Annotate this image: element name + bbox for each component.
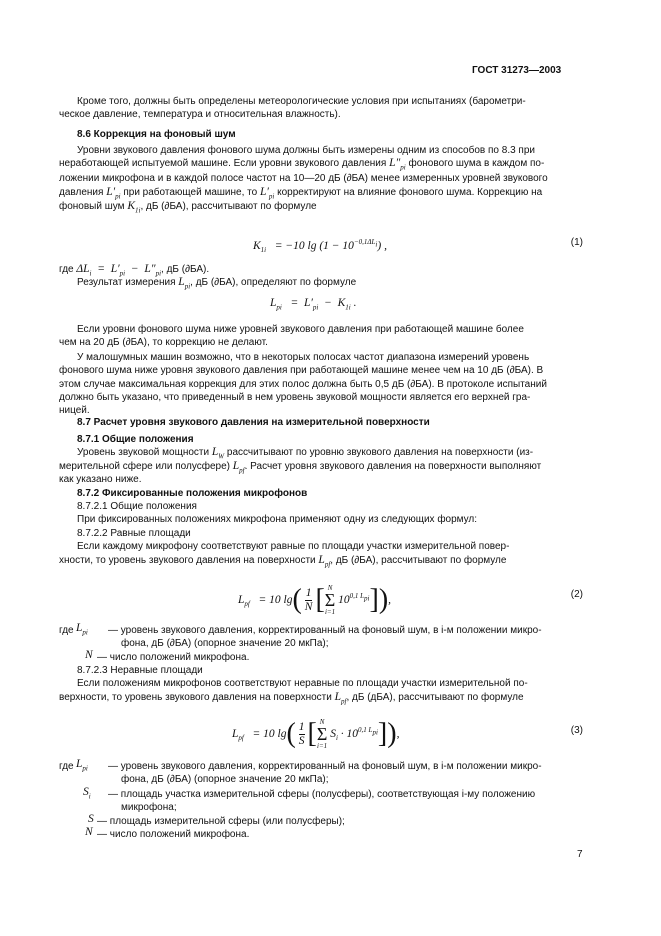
paragraph-line: фоновый шум $K_{1i}$, дБ (∂БА), рассчитывают по формуле xyxy=(59,200,317,215)
section-heading-8-6: 8.6 Коррекция на фоновый шум xyxy=(77,129,236,140)
symbol: $L_{pi}$ xyxy=(76,622,88,637)
equation-lpi: $L_{pi} = L'_{pi} - K_{1i}$ . xyxy=(270,297,357,312)
paragraph-line: как указано ниже. xyxy=(59,474,142,485)
paragraph-line: При фиксированных положениях микрофона применяют одну из следующих формул: xyxy=(77,514,478,525)
paragraph-line: неработающей испытуемой машине. Если уровни звукового давления $L''_{pi}$ фонового шума в каждом по- xyxy=(59,157,545,172)
equation-number: (2) xyxy=(570,589,583,600)
definition-line: — площадь участка измерительной сферы (полусферы), соответствующая i-му положению xyxy=(108,789,536,800)
symbol: N xyxy=(85,826,93,838)
paragraph-line: ческое давление, температура и относительная влажность). xyxy=(59,109,341,120)
symbol: $S_i$ xyxy=(83,786,91,801)
equation-number: (3) xyxy=(570,725,583,736)
paragraph-line: Кроме того, должны быть определены метеорологические условия при испытаниях (барометри- xyxy=(77,96,526,107)
paragraph-line: верхности, то уровень звукового давления на поверхности $L_{pf}$, дБ (дБА), рассчитывают по формуле xyxy=(59,691,524,706)
paragraph-line: должно быть указано, что приведенный в нем уровень звуковой мощности является его верхней гра- xyxy=(59,392,531,403)
equation-3: $L_{pf} = 10$ lg( $\frac{1}{S}$ [ N Σ i=1 $S_i \cdot 10^{0,1 L_{pi}}$]), xyxy=(232,718,400,751)
paragraph-line: Уровни звукового давления фонового шума должны быть измерены одним из способов по 8.3 при xyxy=(77,145,535,156)
document-id: ГОСТ 31273—2003 xyxy=(472,65,562,76)
section-heading-8-7: 8.7 Расчет уровня звукового давления на измерительной поверхности xyxy=(77,417,430,428)
paragraph-line: мерительной сфере или полусфере) $L_{pf}$. Расчет уровня звукового давления на поверхности выполняют xyxy=(59,460,542,475)
where-label: где xyxy=(59,761,74,772)
symbol: N xyxy=(85,649,93,661)
definition-line: — уровень звукового давления, корректированный на фоновый шум, в i-м положении микро- xyxy=(108,761,542,772)
subsection-heading: 8.7.2.2 Равные площади xyxy=(77,528,191,539)
paragraph-line: Если каждому микрофону соответствуют равные по площади участки измерительной повер- xyxy=(77,541,510,552)
subsection-heading: 8.7.2 Фиксированные положения микрофонов xyxy=(77,488,308,499)
subsection-heading: 8.7.2.3 Неравные площади xyxy=(77,665,203,676)
paragraph-line: этом случае максимальная коррекция для этих полос должна быть 0,5 дБ (∂БА). В протоколе испытаний xyxy=(59,379,547,390)
definition-line: — площадь измерительной сферы (или полусферы); xyxy=(97,816,345,827)
paragraph-line: Если уровни фонового шума ниже уровней звукового давления при работающей машине более xyxy=(77,324,524,335)
paragraph-line: Если положениям микрофонов соответствуют неравные по площади участки измерительной по- xyxy=(77,678,528,689)
subsection-heading: 8.7.2.1 Общие положения xyxy=(77,501,197,512)
definition-line: — уровень звукового давления, корректированный на фоновый шум, в i-м положении микро- xyxy=(108,625,542,636)
paragraph-line: фонового шума ниже уровня звукового давления при работающей машине менее чем на 10 дБ (∂БА). В xyxy=(59,365,544,376)
paragraph-line: давления $L'_{pi}$ при работающей машине, то $L'_{pi}$ корректируют на влияние фонового шума. Коррекцию на xyxy=(59,186,543,201)
definition-line: — число положений микрофона. xyxy=(97,652,250,663)
paragraph-line: Результат измерения $L_{pi}$, дБ (∂БА), определяют по формуле xyxy=(77,276,357,291)
definition-line: микрофона; xyxy=(121,802,177,813)
page-number: 7 xyxy=(577,849,583,860)
definition-line: фона, дБ (∂БА) (опорное значение 20 мкПа); xyxy=(121,774,329,785)
equation-1: $K_{1i} = -10$ $\lg (1 - 10^{-0,1\Delta L_i})$ , xyxy=(253,238,387,255)
where-clause: где $\Delta L_i = L'_{pi} - L''_{pi}$, дБ (∂БА). xyxy=(59,263,210,278)
equation-2: $L_{pf} = 10$ lg( $\frac{1}{N}$ [ N Σ i=1 $10^{0,1 L_{pi}}$]), xyxy=(238,584,392,617)
symbol: S xyxy=(88,813,94,825)
paragraph-line: У малошумных машин возможно, что в некоторых полосах частот диапазона измерений уровень xyxy=(77,352,530,363)
symbol: $L_{pi}$ xyxy=(76,758,88,773)
paragraph-line: ницей. xyxy=(59,405,90,416)
definition-line: фона, дБ (∂БА) (опорное значение 20 мкПа); xyxy=(121,638,329,649)
equation-number: (1) xyxy=(570,237,583,248)
definition-line: — число положений микрофона. xyxy=(97,829,250,840)
paragraph-line: ложении микрофона и в каждой полосе частот на 10—20 дБ (∂БА) менее измеренных уровней звукового xyxy=(59,173,548,184)
paragraph-line: Уровень звуковой мощности $L_W$ рассчитывают по уровню звукового давления на поверхности (из- xyxy=(77,446,534,461)
paragraph-line: хности, то уровень звукового давления на поверхности $L_{pf}$, дБ (∂БА), рассчитывают по формуле xyxy=(59,554,507,569)
where-label: где xyxy=(59,625,74,636)
paragraph-line: чем на 20 дБ (∂БА), то коррекцию не делают. xyxy=(59,337,268,348)
subsection-heading: 8.7.1 Общие положения xyxy=(77,434,194,445)
